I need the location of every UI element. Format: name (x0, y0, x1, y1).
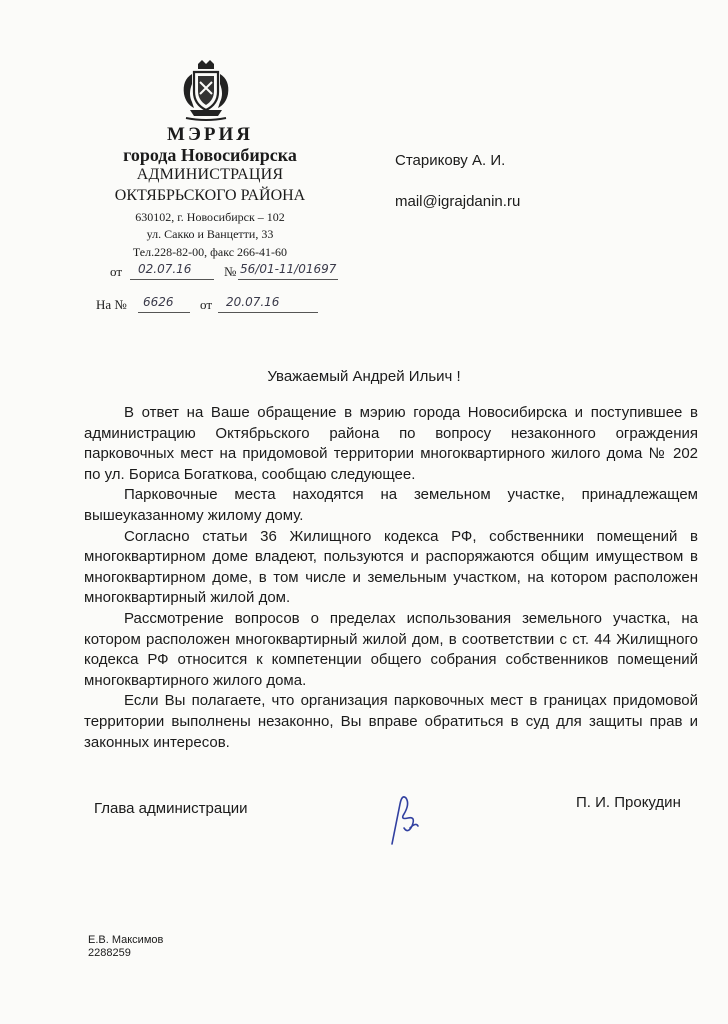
ref-number-underline (238, 279, 338, 280)
executor-phone: 2288259 (88, 947, 131, 959)
recipient-name: Старикову А. И. (395, 152, 506, 169)
letter-body (84, 403, 698, 753)
coat-of-arms-icon (178, 58, 234, 122)
reply-date: 20.07.16 (226, 295, 280, 309)
reply-date-underline (218, 312, 318, 313)
city-title: города Новосибирска (123, 145, 297, 165)
paragraph: Рассмотрение вопросов о пределах использования земельного участка, на котором расположен многоквартирный жилой дом, в соответствии с ст. 44 Жилищного кодекса РФ относится к компетенции общего собрания собственников помещений многоквартирного жилого дома. (84, 609, 698, 689)
executor-name: Е.В. Максимов (88, 934, 164, 946)
paragraph: Если Вы полагаете, что организация парковочных мест в границах придомовой территории выполнены незаконно, Вы вправе обратиться в суд для защиты прав и законных интересов. (84, 692, 698, 751)
reply-from-label: от (200, 297, 213, 312)
handwritten-signature-icon (374, 788, 434, 848)
ref-number-value: 56/01-11/01697 (240, 262, 337, 276)
signatory-name: П. И. Прокудин (576, 794, 681, 811)
salutation: Уважаемый Андрей Ильич ! (267, 368, 461, 385)
reply-number-label: На № (96, 297, 127, 312)
signatory-position: Глава администрации (94, 800, 248, 817)
paragraph: Согласно статьи 36 Жилищного кодекса РФ, собственники помещений в многоквартирном доме владеют, пользуются и распоряжаются общим имуществом в многоквартирном доме, в том числе и земельным участком, на котором расположен многоквартирный жилой дом. (84, 527, 698, 607)
mayor-office-title: МЭРИЯ (167, 124, 253, 145)
ref-number-label: № (224, 264, 237, 279)
address-line-1: 630102, г. Новосибирск – 102 (135, 210, 285, 224)
reply-number-underline (138, 312, 190, 313)
phone-fax-line: Тел.228-82-00, факс 266-41-60 (132, 245, 288, 259)
paragraph: В ответ на Ваше обращение в мэрию города Новосибирска и поступившее в администрацию Октябрьского района по вопросу незаконного ограждения парковочных мест на придомовой территории многоквартирного жилого дома № 202 по ул. Бориса Богаткова, сообщаю следующее. (84, 404, 698, 483)
ref-from-underline (130, 279, 214, 280)
ref-from-label: от (110, 264, 123, 279)
paragraph: Парковочные места находятся на земельном участке, принадлежащем вышеуказанному жилому дому. (84, 486, 698, 524)
address-line-2: ул. Сакко и Ванцетти, 33 (146, 227, 274, 241)
ref-from-date: 02.07.16 (138, 262, 192, 276)
administration-title: АДМИНИСТРАЦИЯ (136, 166, 284, 183)
district-title: ОКТЯБРЬСКОГО РАЙОНА (114, 187, 306, 204)
reply-number-value: 6626 (143, 295, 174, 309)
recipient-email: mail@igrajdanin.ru (395, 193, 521, 210)
